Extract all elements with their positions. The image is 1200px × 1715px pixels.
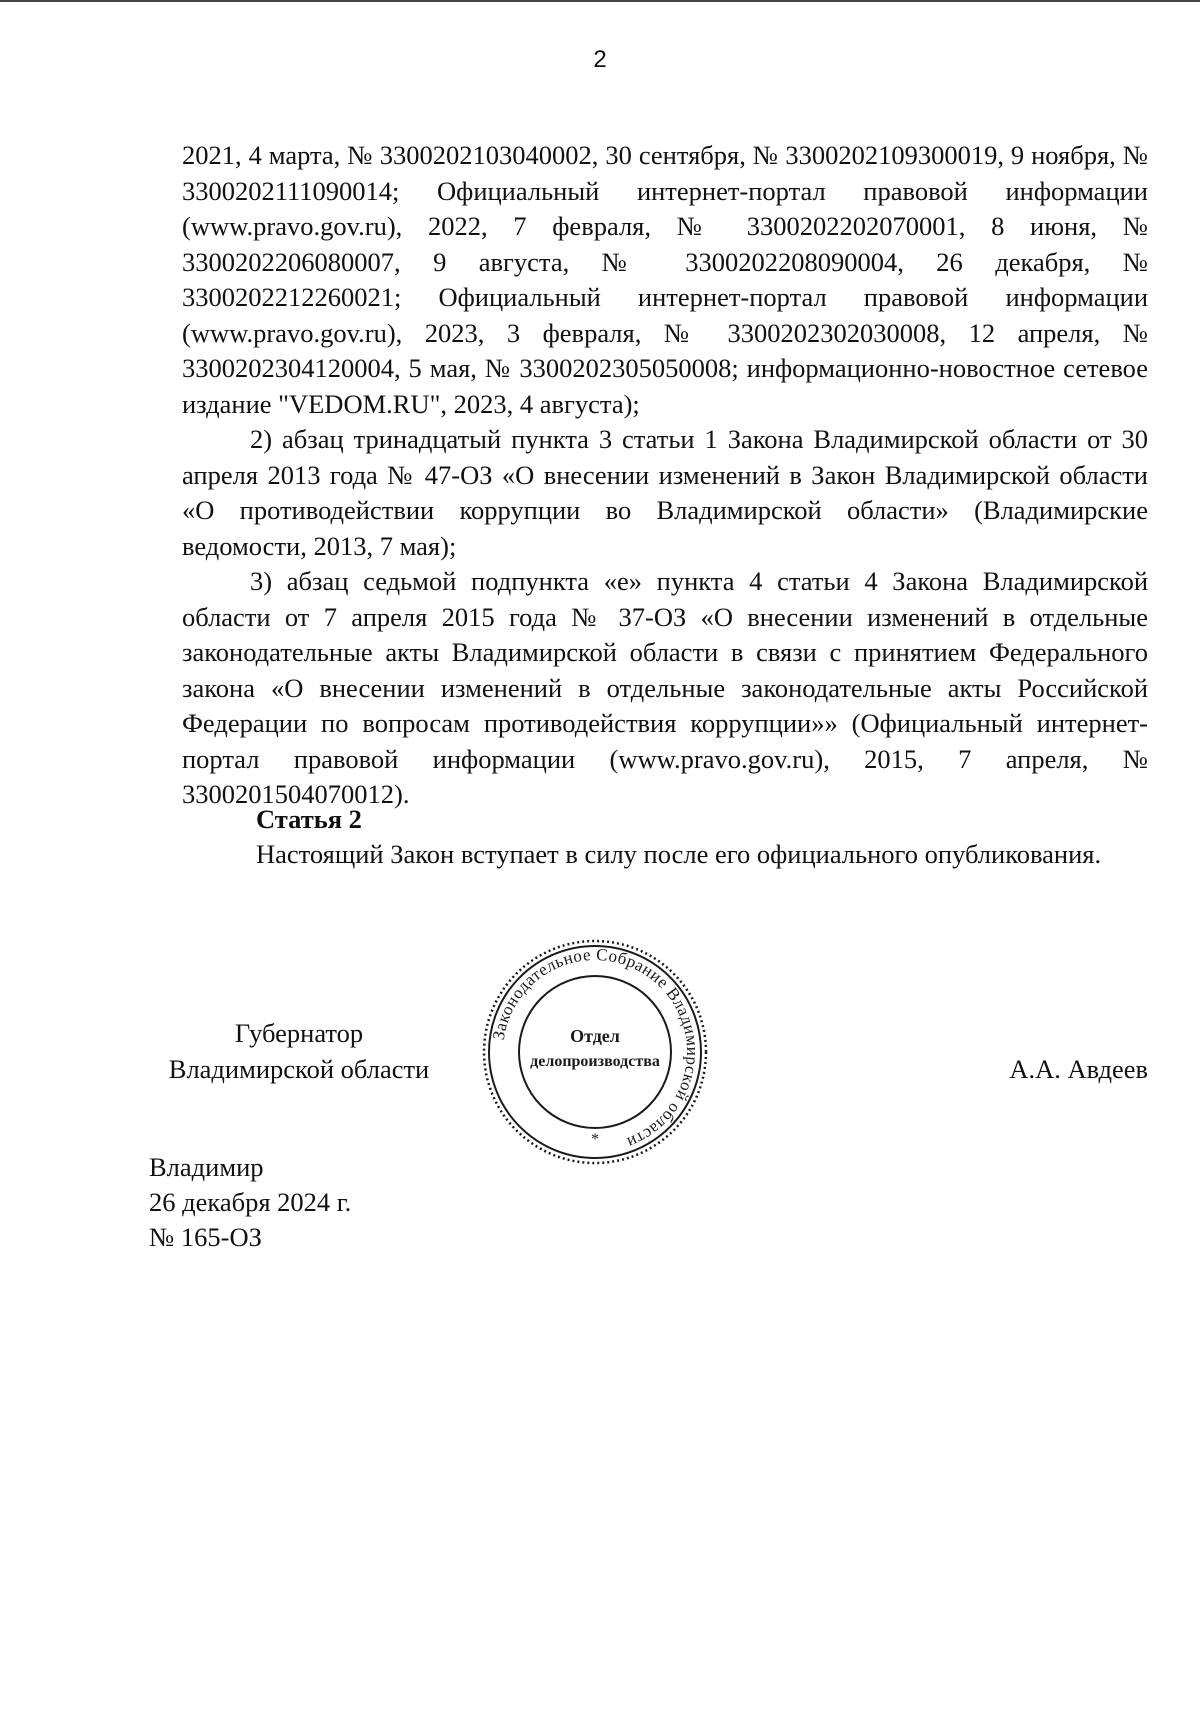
- signatory-title: [149, 1015, 449, 1087]
- paragraph-item-2: 2) абзац тринадцатый пункта 3 статьи 1 Закона Владимирской области от 30 апреля 2013 года № 47-ОЗ «О внесении изменений в Закон Владимирской области «О противодействии коррупции во Владимирской области» (Владимирские ведомости, 2013, 7 мая);: [182, 424, 1148, 561]
- seal-center-line2: делопроизводства: [530, 1053, 660, 1070]
- official-seal: [481, 938, 709, 1166]
- article-2-text: [182, 837, 1148, 873]
- law-number: № 165-ОЗ: [149, 1222, 262, 1252]
- seal-outer-ring: [484, 941, 706, 1163]
- seal-ring-text: Законодательное Собрание Владимирской области: [488, 944, 703, 1153]
- seal-star: *: [591, 1131, 599, 1148]
- place-date-block: [149, 1150, 351, 1255]
- seal-inner-ring: [519, 976, 671, 1128]
- law-date: 26 декабря 2024 г.: [149, 1187, 352, 1217]
- signatory-name: А.А. Авдеев: [1009, 1054, 1148, 1084]
- city: Владимир: [149, 1152, 264, 1182]
- page-top-edge: [0, 0, 1200, 2]
- paragraph-citation-continuation: 2021, 4 марта, № 3300202103040002, 30 сентября, № 3300202109300019, 9 ноября, № 3300202111090014; Официальный интернет-портал правовой информации (www.pravo.gov.ru), 2022, 7 февраля, № 3300202202070001, 8 июня, № 3300202206080007, 9 августа, № 3300202208090004, 26 декабря, № 3300202212260021; Официальный интернет-портал правовой информации (www.pravo.gov.ru), 2023, 3 февраля, № 3300202302030008, 12 апреля, № 3300202304120004, 5 мая, № 3300202305050008; информационно-новостное сетевое издание "VEDOM.RU", 2023, 4 августа);: [182, 140, 1148, 419]
- seal-center-line1: Отдел: [570, 1026, 620, 1046]
- signatory-title-line1: Губернатор: [234, 1018, 364, 1048]
- paragraph-item-3: 3) абзац седьмой подпункта «е» пункта 4 статьи 4 Закона Владимирской области от 7 апреля 2015 года № 37-ОЗ «О внесении изменений в отдельные законодательные акты Владимирской области в связи с принятием Федерального закона «О внесении изменений в отдельные законодательные акты Российской Федерации по вопросам противодействия коррупции»» (Официальный интернет-портал правовой информации (www.pravo.gov.ru), 2015, 7 апреля, № 3300201504070012).: [182, 566, 1148, 809]
- signatory-title-line2: Владимирской области: [168, 1054, 430, 1084]
- law-body-text: [182, 138, 1148, 813]
- article-2-paragraph: Настоящий Закон вступает в силу после его официального опубликования.: [256, 839, 1102, 869]
- page-number: 2: [593, 46, 607, 73]
- article-2-heading: Статья 2: [256, 804, 362, 834]
